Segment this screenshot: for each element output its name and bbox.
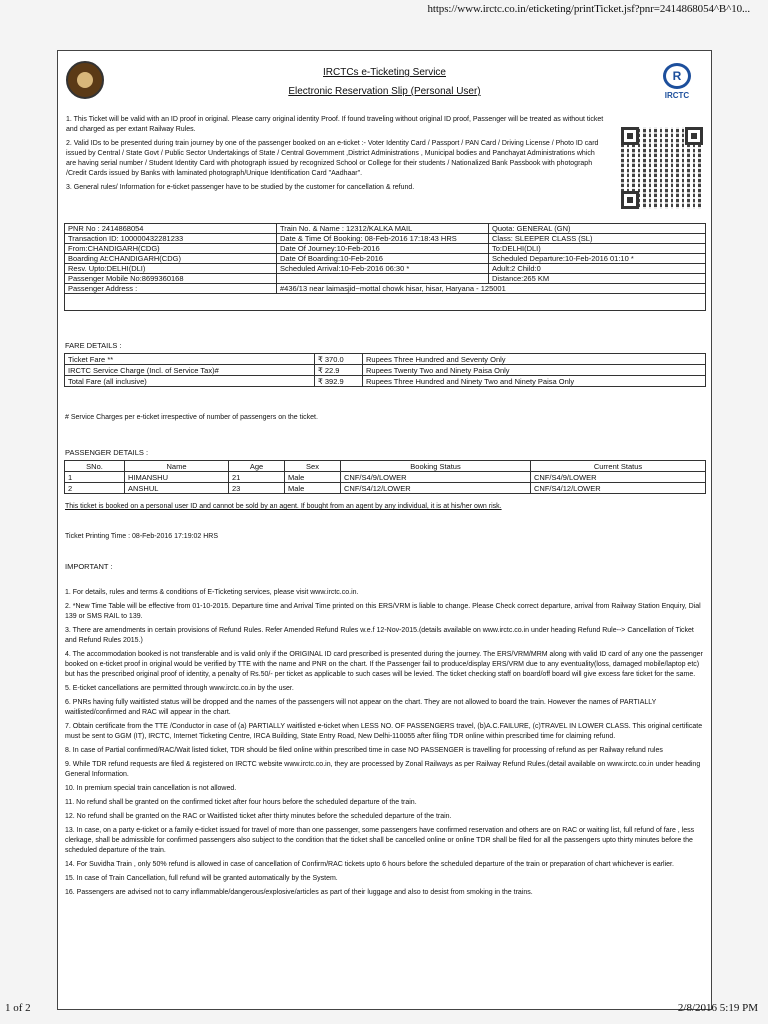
qr-finder-icon	[621, 191, 639, 209]
note-item: 1. This Ticket will be valid with an ID proof in original. Please carry original identity Proof. If found traveling without original ID proof, Passenger will be treated as without ticket and charged as per extant Railway Rules.	[66, 116, 604, 133]
list-item: 6. PNRs having fully waitlisted status will be dropped and the names of the passengers will not appear on the chart. They are not allowed to board the train. However the names of PARTIALLY waitlisted/confirmed and RAC will appear in the chart.	[65, 699, 657, 716]
boarding-date: Date Of Boarding:10-Feb-2016	[277, 254, 489, 264]
table-row	[65, 254, 706, 264]
table-row	[65, 234, 706, 244]
important-list	[65, 588, 705, 902]
print-header-url: https://www.irctc.co.in/eticketing/printTicket.jsf?pnr=2414868054^B^10...	[427, 3, 750, 15]
mobile-number: Passenger Mobile No:8699360168	[65, 274, 277, 284]
passenger-age: 21	[229, 472, 285, 483]
table-row	[65, 376, 706, 387]
passenger-age: 23	[229, 483, 285, 494]
fare-amount-cell	[315, 365, 363, 376]
table-row	[65, 274, 706, 284]
list-item: 12. No refund shall be granted on the RAC or Waitlisted ticket after thirty minutes before the scheduled departure of the train.	[65, 813, 452, 820]
rupee-icon: ₹	[318, 376, 323, 386]
service-charge-note: # Service Charges per e-ticket irrespective of number of passengers on the ticket.	[65, 414, 318, 421]
fare-words: Rupees Three Hundred and Ninety Two and Ninety Paisa Only	[363, 376, 706, 387]
column-header: Booking Status	[341, 461, 531, 472]
list-item: 2. *New Time Table will be effective from 01-10-2015. Departure time and Arrival Time printed on this ERS/VRM is liable to change. Please Check correct departure, arrival from Railway Station Enquiry, Dial 139 or SMS RAIL to 139.	[65, 603, 701, 620]
pnr-number: PNR No : 2414868054	[65, 224, 277, 234]
column-header: SNo.	[65, 461, 125, 472]
list-item: 14. For Suvidha Train , only 50% refund is allowed in case of cancellation of Confirm/RAC tickets upto 6 hours before the scheduled departure of the train or preparation of chart whichever is earlier.	[65, 861, 674, 868]
reservation-upto: Resv. Upto:DELHI(DLI)	[65, 264, 277, 274]
passenger-table	[64, 460, 706, 494]
passenger-sex: Male	[285, 483, 341, 494]
passenger-sex: Male	[285, 472, 341, 483]
irctc-logo-text: IRCTC	[664, 91, 690, 100]
printing-time: Ticket Printing Time : 08-Feb-2016 17:19:02 HRS	[65, 533, 219, 540]
page-counter: 1 of 2	[5, 1002, 31, 1014]
fare-amount-cell	[315, 376, 363, 387]
list-item: 5. E-ticket cancellations are permitted through www.irctc.co.in by the user.	[65, 685, 294, 692]
note-item: 3. General rules/ Information for e-ticket passenger have to be studied by the customer for cancellation & refund.	[66, 184, 415, 191]
list-item: 11. No refund shall be granted on the confirmed ticket after four hours before the scheduled departure of the train.	[65, 799, 417, 806]
booking-details-table	[64, 223, 706, 311]
table-row	[65, 284, 706, 294]
rupee-icon: ₹	[318, 354, 323, 364]
ticket-sheet	[57, 50, 712, 1010]
column-header: Sex	[285, 461, 341, 472]
table-row	[65, 365, 706, 376]
irctc-logo-icon	[655, 63, 699, 105]
fare-amount: 370.0	[324, 354, 344, 364]
list-item: 4. The accommodation booked is not transferable and is valid only if the ORIGINAL ID card prescribed is presented during the journey. The ERS/VRM/MRM along with valid ID card of any one the passenger booked on e-ticket proof in original would be verified by TTE with the name and PNR on the chart. If the Passenger fail to produce/display ERS/VRM due to any eventuality(loss, damaged mobile/laptop etc) but has the prescribed original proof of identity, a penalty of Rs.50/- per ticket as applicable to such cases will be levied. The ticket checking staff on board/off board will give excess fare ticket for the same.	[65, 651, 703, 678]
irctc-logo-mark: R	[663, 63, 691, 89]
journey-date: Date Of Journey:10-Feb-2016	[277, 244, 489, 254]
slip-title: Electronic Reservation Slip (Personal User)	[288, 86, 481, 97]
fare-words: Rupees Twenty Two and Ninety Paisa Only	[363, 365, 706, 376]
list-item: 7. Obtain certificate from the TTE /Conductor in case of (a) PARTIALLY waitlisted e-ticket when LESS NO. OF PASSENGERS travel, (b)A.C.FAILURE, (c)TRAVEL IN LOWER CLASS. This original certificate must be sent to GGM (IT), IRCTC, Internet Ticketing Centre, IRCA Building, State Entry Road, New Delhi-110055 after filing TDR online within prescribed time for claiming refund.	[65, 723, 703, 740]
important-heading: IMPORTANT :	[65, 562, 113, 571]
table-row	[65, 264, 706, 274]
address-label: Passenger Address :	[65, 284, 277, 294]
list-item: 8. In case of Partial confirmed/RAC/Wait listed ticket, TDR should be filed online within prescribed time in case NO PASSENGER is travelling for processing of refund as per Railway refund rules	[65, 747, 663, 754]
passenger-count: Adult:2 Child:0	[489, 264, 706, 274]
table-row	[65, 244, 706, 254]
distance: Distance:265 KM	[489, 274, 706, 284]
print-datetime: 2/8/2016 5:19 PM	[677, 1002, 758, 1014]
blank-row	[65, 294, 706, 311]
rupee-icon: ₹	[318, 365, 323, 375]
passenger-address: #436/13 near laimasjid~mottal chowk hisar, hisar, Haryana - 125001	[277, 284, 706, 294]
booking-time: Date & Time Of Booking: 08-Feb-2016 17:18:43 HRS	[277, 234, 489, 244]
table-row	[65, 483, 706, 494]
fare-amount-cell	[315, 354, 363, 365]
qr-code-icon	[621, 127, 703, 209]
transaction-id: Transaction ID: 100000432281233	[65, 234, 277, 244]
passenger-name: ANSHUL	[125, 483, 229, 494]
list-item: 1. For details, rules and terms & conditions of E-Ticketing services, please visit www.irctc.co.in.	[65, 589, 359, 596]
booking-status: CNF/S4/12/LOWER	[341, 483, 531, 494]
fare-label: IRCTC Service Charge (Incl. of Service Tax)#	[65, 365, 315, 376]
note-item: 2. Valid IDs to be presented during train journey by one of the passenger booked on an e-ticket :- Voter Identity Card / Passport / PAN Card / Driving License / Photo ID card issued by Central / State Govt / Public Sector Undertakings of State / Central Government ,District Administrations , Municipal bodies and Panchayat Administrations which are having serial number / Student Identity Card with photograph issued by recognized School or College for their students / Nationalized Bank Passbook with photograph /Credit Cards issued by Banks with laminated photograph/Unique Identification Card "Aadhaar".	[66, 140, 599, 177]
table-row	[65, 472, 706, 483]
booking-status: CNF/S4/9/LOWER	[341, 472, 531, 483]
qr-finder-icon	[621, 127, 639, 145]
ticket-header	[58, 51, 711, 111]
table-row	[65, 224, 706, 234]
serial-number: 2	[65, 483, 125, 494]
column-header: Name	[125, 461, 229, 472]
ticket-notes	[66, 115, 606, 197]
table-row	[65, 354, 706, 365]
list-item: 3. There are amendments in certain provisions of Refund Rules. Refer Amended Refund Rules w.e.f 12-Nov-2015.(details available on www.irctc.co.in under heading Refund Rule--> Cancellation of Ticket and Refund Rules 2015.)	[65, 627, 694, 644]
list-item: 15. In case of Train Cancellation, full refund will be granted automatically by the System.	[65, 875, 338, 882]
train-name: Train No. & Name : 12312/KALKA MAIL	[277, 224, 489, 234]
serial-number: 1	[65, 472, 125, 483]
list-item: 10. In premium special train cancellation is not allowed.	[65, 785, 237, 792]
fare-label: Ticket Fare **	[65, 354, 315, 365]
table-row	[65, 294, 706, 311]
scheduled-arrival: Scheduled Arrival:10-Feb-2016 06:30 *	[277, 264, 489, 274]
passenger-heading: PASSENGER DETAILS :	[65, 448, 149, 457]
fare-amount: 392.9	[324, 376, 344, 386]
personal-user-note: This ticket is booked on a personal user ID and cannot be sold by an agent. If bought from an agent by any individual, it is at his/her own risk.	[65, 503, 502, 510]
list-item: 16. Passengers are advised not to carry inflammable/dangerous/explosive/articles as part of their luggage and also to desist from smoking in the trains.	[65, 889, 533, 896]
empty-cell	[277, 274, 489, 284]
to-station: To:DELHI(DLI)	[489, 244, 706, 254]
from-station: From:CHANDIGARH(CDG)	[65, 244, 277, 254]
fare-label: Total Fare (all inclusive)	[65, 376, 315, 387]
service-title: IRCTCs e-Ticketing Service	[323, 67, 446, 78]
fare-words: Rupees Three Hundred and Seventy Only	[363, 354, 706, 365]
current-status: CNF/S4/9/LOWER	[531, 472, 706, 483]
table-header-row	[65, 461, 706, 472]
passenger-name: HIMANSHU	[125, 472, 229, 483]
qr-finder-icon	[685, 127, 703, 145]
quota: Quota: GENERAL (GN)	[489, 224, 706, 234]
list-item: 13. In case, on a party e-ticket or a family e-ticket issued for travel of more than one passenger, some passengers have confirmed reservation and others are on RAC or waiting list, full refund of fare , less clerkage, shall be admissible for confirmed passengers also subject to the condition that the ticket shall be cancelled online or online TDR shall be filed for all the passengers upto thirty minutes before the scheduled departure of the train.	[65, 827, 695, 854]
boarding-station: Boarding At:CHANDIGARH(CDG)	[65, 254, 277, 264]
fare-heading: FARE DETAILS :	[65, 341, 122, 350]
column-header: Age	[229, 461, 285, 472]
list-item: 9. While TDR refund requests are filed & registered on IRCTC website www.irctc.co.in, they are processed by Zonal Railways as per Railway Refund Rules.(detail available on www.irctc.co.in under heading General Information.	[65, 761, 701, 778]
current-status: CNF/S4/12/LOWER	[531, 483, 706, 494]
fare-amount: 22.9	[324, 365, 340, 375]
scheduled-departure: Scheduled Departure:10-Feb-2016 01:10 *	[489, 254, 706, 264]
column-header: Current Status	[531, 461, 706, 472]
travel-class: Class: SLEEPER CLASS (SL)	[489, 234, 706, 244]
fare-table	[64, 353, 706, 387]
